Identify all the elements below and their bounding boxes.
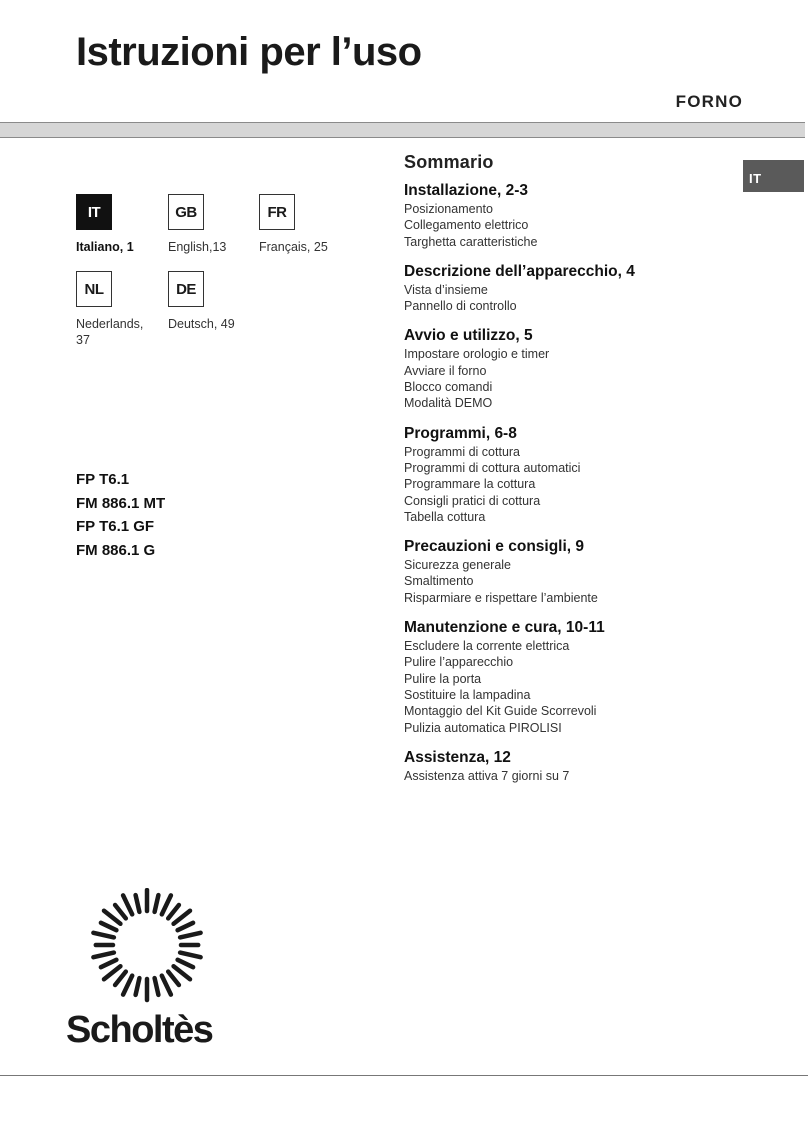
language-label: Français, 25	[259, 240, 328, 254]
model-name: FM 886.1 MT	[76, 494, 166, 512]
toc-item[interactable]: Blocco comandi	[404, 380, 493, 395]
toc-item[interactable]: Sostituire la lampadina	[404, 687, 531, 702]
toc-item[interactable]: Programmare la cottura	[404, 477, 536, 492]
model-name: FP T6.1	[76, 471, 130, 488]
toc-item[interactable]: Risparmiare e rispettare l’ambiente	[404, 590, 598, 605]
toc-section-installazione	[404, 181, 734, 250]
language-item-gb[interactable]	[168, 194, 248, 255]
language-code-box: FR	[259, 194, 295, 230]
language-label: Nederlands, 37	[76, 317, 144, 347]
toc-heading: Sommario	[404, 152, 494, 172]
toc-item[interactable]: Pulizia automatica PIROLISI	[404, 720, 562, 735]
toc-section-manutenzione	[404, 618, 734, 736]
toc-item[interactable]: Pulire l’apparecchio	[404, 655, 514, 670]
language-label: Italiano, 1	[76, 240, 134, 254]
toc-item[interactable]: Escludere la corrente elettrica	[404, 639, 570, 654]
toc-item[interactable]: Impostare orologio e timer	[404, 347, 550, 362]
toc-section-title[interactable]: Assistenza, 12	[404, 748, 511, 766]
toc-item[interactable]: Modalità DEMO	[404, 396, 493, 411]
toc-item[interactable]: Consigli pratici di cottura	[404, 493, 541, 508]
language-code-box: GB	[168, 194, 204, 230]
toc-section-descrizione	[404, 262, 734, 315]
language-code-box: NL	[76, 271, 112, 307]
model-list	[76, 468, 165, 562]
toc-section-title[interactable]: Precauzioni e consigli, 9	[404, 538, 585, 556]
toc-item[interactable]: Collegamento elettrico	[404, 218, 529, 233]
language-label: English,13	[168, 240, 227, 254]
header-divider-bar	[0, 122, 805, 138]
page-title: Istruzioni per l’uso	[76, 30, 422, 74]
model-name: FM 886.1 G	[76, 541, 156, 559]
language-item-it[interactable]	[76, 194, 156, 255]
brand-logo	[66, 888, 228, 1051]
brand-name: Scholtès	[66, 1009, 213, 1051]
toc-item[interactable]: Tabella cottura	[404, 509, 486, 524]
toc-item[interactable]: Pulire la porta	[404, 671, 482, 686]
table-of-contents	[404, 152, 734, 796]
toc-item[interactable]: Pannello di controllo	[404, 299, 517, 314]
model-name: FP T6.1 GF	[76, 518, 155, 535]
toc-item[interactable]: Avviare il forno	[404, 363, 487, 378]
toc-section-title[interactable]: Programmi, 6-8	[404, 424, 517, 442]
language-code-box: DE	[168, 271, 204, 307]
toc-section-title[interactable]: Manutenzione e cura, 10-11	[404, 619, 605, 637]
toc-section-assistenza	[404, 748, 734, 784]
language-item-de[interactable]	[168, 271, 248, 332]
toc-item[interactable]: Programmi di cottura	[404, 444, 521, 459]
language-label: Deutsch, 49	[168, 317, 235, 331]
toc-section-precauzioni	[404, 537, 734, 606]
toc-item[interactable]: Assistenza attiva 7 giorni su 7	[404, 768, 570, 783]
toc-item[interactable]: Sicurezza generale	[404, 558, 512, 573]
toc-section-title[interactable]: Avvio e utilizzo, 5	[404, 327, 533, 345]
toc-item[interactable]: Targhetta caratteristiche	[404, 234, 538, 249]
toc-item[interactable]: Smaltimento	[404, 574, 474, 589]
language-tab[interactable]: IT	[743, 160, 804, 192]
toc-item[interactable]: Montaggio del Kit Guide Scorrevoli	[404, 704, 597, 719]
toc-section-title[interactable]: Descrizione dell’apparecchio, 4	[404, 262, 635, 280]
toc-item[interactable]: Programmi di cottura automatici	[404, 460, 581, 475]
toc-item[interactable]: Posizionamento	[404, 202, 493, 216]
toc-item[interactable]: Vista d’insieme	[404, 282, 488, 297]
language-item-nl[interactable]	[76, 271, 152, 348]
language-code-box: IT	[76, 194, 112, 230]
language-item-fr[interactable]	[259, 194, 339, 255]
footer-divider	[0, 1075, 808, 1076]
product-category: FORNO	[675, 92, 743, 111]
toc-section-programmi	[404, 424, 734, 525]
sun-icon	[68, 888, 228, 1008]
toc-section-avvio	[404, 326, 734, 411]
toc-section-title[interactable]: Installazione, 2-3	[404, 182, 529, 199]
